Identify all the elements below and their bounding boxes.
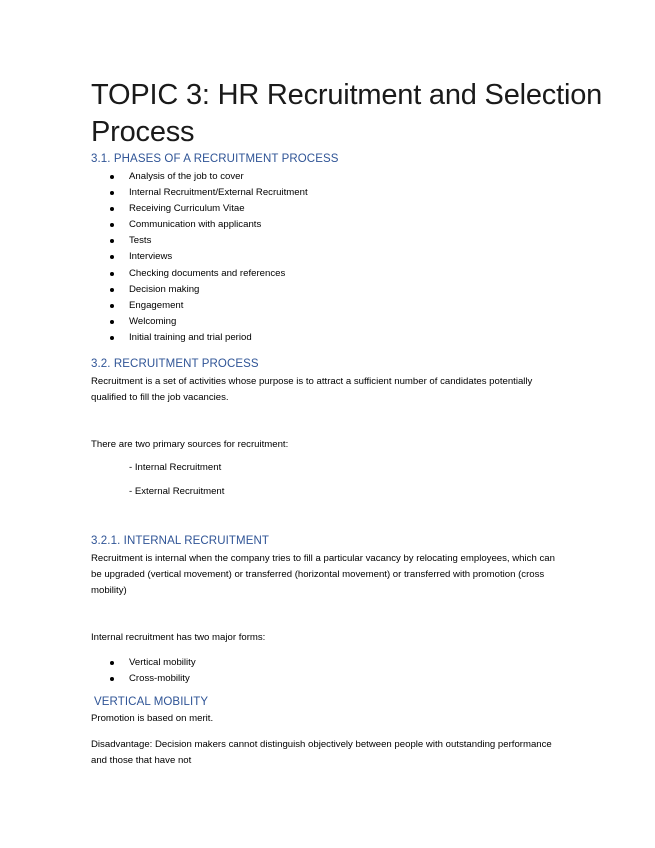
bullet-icon [110,661,114,665]
phases-list [0,169,308,346]
bullet-icon [110,304,114,308]
bullet-icon [110,677,114,681]
source-item-external: - External Recruitment [129,486,225,497]
page-title: TOPIC 3: HR Recruitment and Selection Process [91,79,603,148]
bullet-icon [110,175,114,179]
bullet-icon [110,255,114,259]
internal-forms-intro-paragraph: Internal recruitment has two major forms: [91,632,266,643]
sources-intro-paragraph: There are two primary sources for recruitment: [91,439,289,450]
list-item: Interviews [0,249,308,265]
list-item: Cross-mobility [0,671,196,687]
list-item: Receiving Curriculum Vitae [0,201,308,217]
bullet-icon [110,239,114,243]
bullet-icon [110,207,114,211]
internal-forms-list [0,655,196,687]
list-item: Welcoming [0,314,308,330]
bullet-icon [110,336,114,340]
bullet-icon [110,272,114,276]
section-heading-3-1: 3.1. PHASES OF A RECRUITMENT PROCESS [91,153,339,165]
list-item: Communication with applicants [0,217,308,233]
list-item: Tests [0,233,308,249]
recruitment-definition-paragraph: Recruitment is a set of activities whose purpose is to attract a sufficient number of candidates potentially qualified to fill the job vacancies. [91,376,533,403]
bullet-icon [110,191,114,195]
list-item: Analysis of the job to cover [0,169,308,185]
list-item: Initial training and trial period [0,330,308,346]
list-item: Engagement [0,298,308,314]
bullet-icon [110,320,114,324]
source-item-internal: - Internal Recruitment [129,462,222,473]
section-heading-vertical-mobility: VERTICAL MOBILITY [94,696,209,708]
disadvantage-paragraph: Disadvantage: Decision makers cannot distinguish objectively between people with outstanding performance and those that have not [91,739,552,766]
bullet-icon [110,223,114,227]
section-heading-3-2-1: 3.2.1. INTERNAL RECRUITMENT [91,535,269,547]
list-item: Vertical mobility [0,655,196,671]
list-item: Decision making [0,282,308,298]
internal-recruitment-paragraph: Recruitment is internal when the company tries to fill a particular vacancy by relocating employees, which can be upgraded (vertical movement) or transferred (horizontal movement) or transferred with promotion (cross mobility) [91,553,555,596]
list-item: Checking documents and references [0,266,308,282]
vertical-mobility-paragraph: Promotion is based on merit. [91,713,214,724]
section-heading-3-2: 3.2. RECRUITMENT PROCESS [91,358,259,370]
list-item: Internal Recruitment/External Recruitment [0,185,308,201]
bullet-icon [110,288,114,292]
